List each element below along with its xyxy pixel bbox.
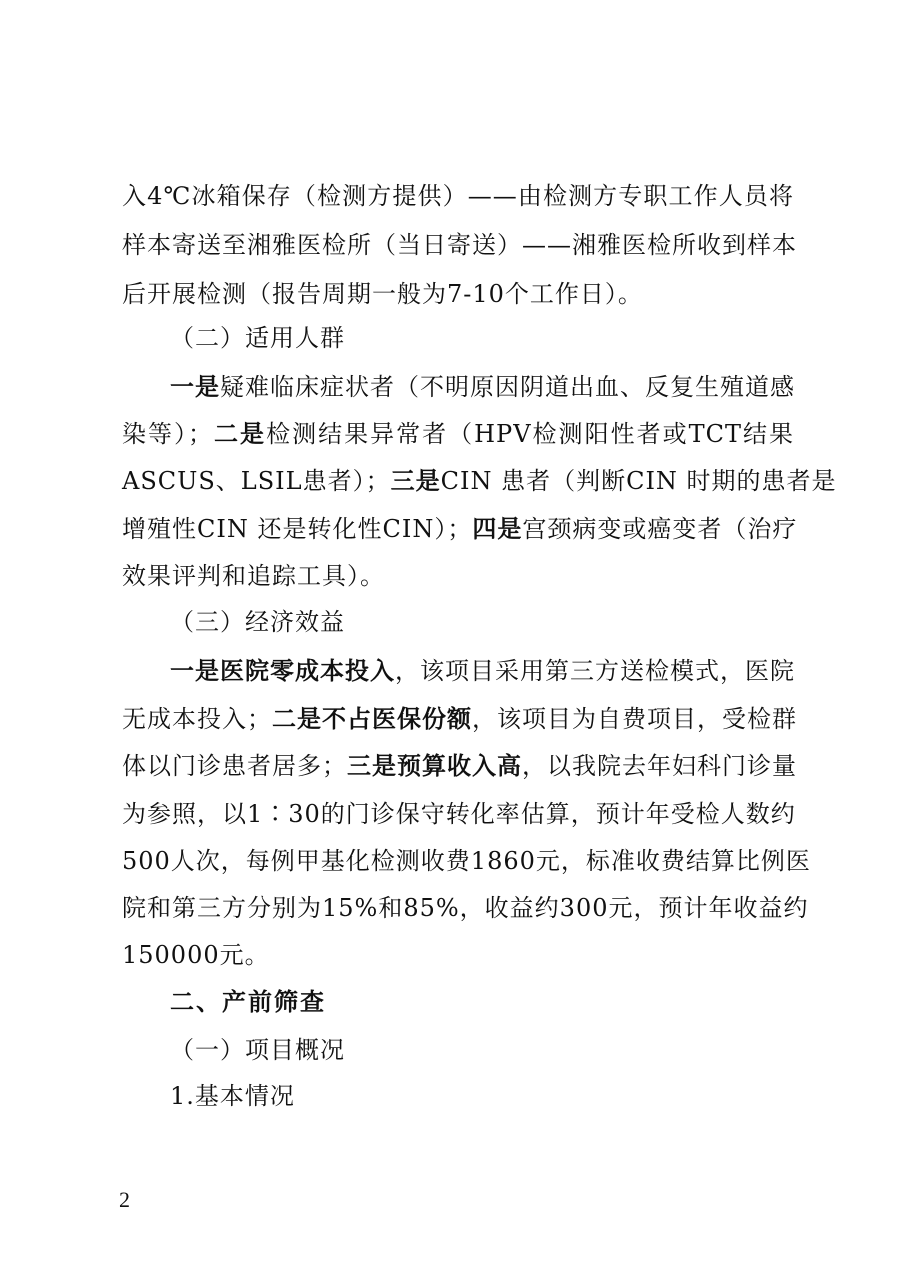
- text-run: 疑难临床症状者（不明原因阴道出血、反复生殖道感: [220, 373, 795, 401]
- bold-text: 二是: [213, 419, 267, 448]
- text-run: 二、产前筛查: [170, 987, 326, 1016]
- paragraph-line: [122, 279, 794, 309]
- text-run: ASCUS、LSIL患者）；: [122, 467, 391, 495]
- chapter-heading: [170, 987, 326, 1017]
- text-run: CIN 患者（判断CIN 时期的患者是: [440, 467, 837, 495]
- paragraph-line: [170, 372, 794, 402]
- text-run: 后开展检测（报告周期一般为7-10个工作日）。: [122, 280, 643, 308]
- text-run: 增殖性CIN 还是转化性CIN）；: [122, 515, 473, 543]
- section-heading: [170, 607, 345, 637]
- text-run: ，以我院去年妇科门诊量: [522, 752, 797, 780]
- text-run: 1.基本情况: [170, 1082, 295, 1110]
- bold-text: 一是: [170, 372, 220, 401]
- paragraph-line: [122, 846, 811, 876]
- paragraph-line: [122, 514, 798, 544]
- text-run: （二）适用人群: [170, 324, 345, 352]
- text-run: 500人次，每例甲基化检测收费1860元，标准收费结算比例医: [122, 847, 811, 875]
- paragraph-line: [122, 561, 794, 591]
- subsection-heading: [170, 1081, 295, 1111]
- bold-text: 三是: [390, 466, 441, 495]
- paragraph-line: [122, 893, 809, 923]
- text-run: 染等）；: [122, 420, 214, 448]
- paragraph-line: [122, 466, 837, 496]
- text-run: 无成本投入；: [122, 705, 272, 733]
- paragraph-line: [170, 656, 794, 686]
- text-run: ，该项目为自费项目，受检群: [472, 705, 797, 733]
- text-run: 150000元。: [122, 941, 270, 969]
- page-number: 2: [119, 1187, 130, 1212]
- text-run: 体以门诊患者居多；: [122, 752, 347, 780]
- paragraph-line: [122, 799, 794, 829]
- paragraph-line: [122, 704, 797, 734]
- paragraph-line: [122, 940, 794, 970]
- text-run: 入4℃冰箱保存（检测方提供）——由检测方专职工作人员将: [122, 182, 794, 210]
- text-run: ，该项目采用第三方送检模式，医院: [395, 657, 795, 685]
- text-run: 院和第三方分别为15%和85%，收益约300元，预计年收益约: [122, 894, 809, 922]
- bold-text: 一是医院零成本投入: [170, 656, 395, 685]
- text-run: 检测结果异常者（HPV检测阳性者或TCT结果: [266, 420, 795, 448]
- text-run: （一）项目概况: [170, 1036, 345, 1064]
- bold-text: 四是: [472, 514, 523, 543]
- text-run: 效果评判和追踪工具）。: [122, 562, 385, 590]
- section-heading: [170, 323, 345, 353]
- text-run: 宫颈病变或癌变者（治疗: [522, 515, 798, 543]
- text-run: 为参照，以1∶30的门诊保守转化率估算，预计年受检人数约: [122, 800, 796, 828]
- paragraph-line: [122, 230, 797, 260]
- paragraph-line: [122, 751, 797, 781]
- section-heading: [170, 1035, 345, 1065]
- bold-text: 二是不占医保份额: [272, 704, 472, 733]
- text-run: 样本寄送至湘雅医检所（当日寄送）——湘雅医检所收到样本: [122, 231, 797, 259]
- paragraph-line: [122, 181, 794, 211]
- bold-text: 三是预算收入高: [347, 751, 522, 780]
- text-run: （三）经济效益: [170, 608, 345, 636]
- paragraph-line: [122, 419, 794, 449]
